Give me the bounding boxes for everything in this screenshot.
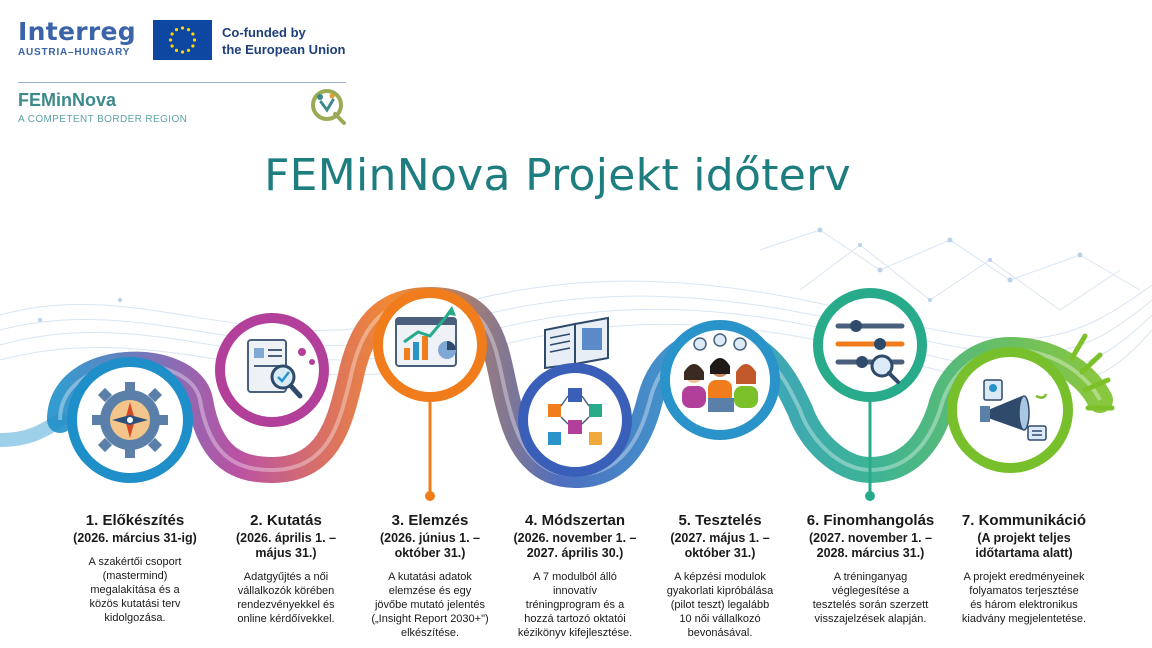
phase-desc-line: és három elektronikus <box>970 599 1078 611</box>
feminnova-q-logo-icon <box>307 86 349 131</box>
phase-desc-line: vállalkozók körében <box>237 585 335 597</box>
phase-2 <box>211 512 361 626</box>
interreg-wordmark: Interreg <box>18 17 136 46</box>
eu-line-1: Co-funded by <box>222 25 306 40</box>
phase-title: 1. Előkészítés <box>85 512 185 529</box>
phase-desc-line: A 7 modulból álló <box>533 571 617 583</box>
phase-date: (2026. november 1. – <box>513 531 637 545</box>
eu-flag-icon <box>153 20 212 60</box>
phase-date: (A projekt teljes <box>977 531 1071 545</box>
phase-description <box>60 555 210 625</box>
phase-desc-line: 10 női vállalkozó <box>679 613 761 625</box>
phase-desc-line: kidolgozása. <box>104 612 166 624</box>
phase-description <box>500 570 650 640</box>
phase-title: 4. Módszertan <box>524 512 626 529</box>
phase-desc-line: jövőbe mutató jelentés <box>374 599 486 611</box>
phase-desc-line: gyakorlati kipróbálása <box>666 585 774 597</box>
phase-title: 5. Tesztelés <box>678 512 762 529</box>
header-divider <box>18 82 346 83</box>
compass-gear-icon <box>92 382 168 458</box>
phase-desc-line: véglegesítése a <box>831 585 910 597</box>
eu-cofunded-text <box>222 24 346 58</box>
phase-desc-line: (pilot teszt) legalább <box>670 599 770 611</box>
phase-date-2: október 31.) <box>684 546 756 560</box>
phase-1 <box>60 512 210 625</box>
timeline-diagram <box>0 210 1152 510</box>
phase-desc-line: visszajelzések alapján. <box>814 613 927 625</box>
step-3-node <box>378 293 482 397</box>
step-4-node <box>523 368 627 472</box>
phase-description <box>944 570 1104 626</box>
phase-date: (2026. június 1. – <box>379 531 481 545</box>
phase-desc-line: A kutatási adatok <box>388 571 472 583</box>
phase-desc-line: A tréninganyag <box>833 571 908 583</box>
step-5-node <box>665 325 775 435</box>
step-7-node <box>952 352 1068 468</box>
phase-desc-line: („Insight Report 2030+") <box>371 613 489 625</box>
eu-line-2: the European Union <box>222 42 346 57</box>
step-4-book <box>545 318 608 368</box>
phase-desc-line: kézikönyv kifejlesztése. <box>517 627 633 639</box>
network-dots <box>38 228 1083 323</box>
phase-desc-line: A projekt eredményeinek <box>963 571 1085 583</box>
phase-7 <box>944 512 1104 626</box>
interreg-logo <box>18 18 136 58</box>
phase-date-2: május 31.) <box>255 546 317 560</box>
phase-title: 6. Finomhangolás <box>806 512 935 529</box>
phase-date: (2027. november 1. – <box>809 531 932 545</box>
phase-title: 7. Kommunikáció <box>961 512 1087 529</box>
phase-5 <box>645 512 795 640</box>
phase-desc-line: innovatív <box>552 585 598 597</box>
phase-description <box>355 570 505 640</box>
feminnova-logo <box>18 90 187 125</box>
phase-date: (2026. március 31-ig) <box>73 531 197 545</box>
phase-6 <box>793 512 948 626</box>
phase-date: (2026. április 1. – <box>235 531 337 545</box>
phase-desc-line: bevonásával. <box>687 627 753 639</box>
phase-description <box>211 570 361 626</box>
phase-desc-line: online kérdőívekkel. <box>237 613 335 625</box>
phase-date-2: 2027. április 30.) <box>526 546 624 560</box>
phase-desc-line: folyamatos terjesztése <box>969 585 1079 597</box>
phase-desc-line: elkészítése. <box>400 627 460 639</box>
phase-desc-line: (mastermind) <box>102 570 168 582</box>
phase-description <box>645 570 795 640</box>
phase-desc-line: hozzá tartozó oktatói <box>524 613 626 625</box>
phase-date-2: időtartama alatt) <box>975 546 1073 560</box>
feminnova-tagline: A COMPETENT BORDER REGION <box>18 114 188 125</box>
phase-desc-line: tesztelés során szerzett <box>812 599 929 611</box>
phase-desc-line: közös kutatási terv <box>89 598 181 610</box>
phase-desc-line: rendezvényekkel és <box>237 599 335 611</box>
phase-title: 2. Kutatás <box>250 512 322 529</box>
step-2-node <box>220 318 324 422</box>
step-1-node <box>72 362 188 478</box>
header <box>0 0 1152 140</box>
phase-3 <box>355 512 505 640</box>
open-book-icon <box>545 318 608 368</box>
phase-desc-line: elemzése és egy <box>388 585 472 597</box>
phase-description <box>793 570 948 626</box>
phase-desc-line: megalakítása és a <box>90 584 180 596</box>
phase-desc-line: A szakértői csoport <box>88 556 182 568</box>
phase-date-2: 2028. március 31.) <box>816 546 925 560</box>
interreg-subtitle: AUSTRIA–HUNGARY <box>18 47 131 58</box>
phase-desc-line: Adatgyűjtés a női <box>243 571 329 583</box>
phase-date-2: október 31.) <box>394 546 466 560</box>
phase-title: 3. Elemzés <box>391 512 469 529</box>
page-title: FEMinNova Projekt időterv <box>264 150 851 201</box>
step-6-node <box>818 293 922 397</box>
phase-desc-line: tréningprogram és a <box>525 599 625 611</box>
phase-desc-line: kiadvány megjelentetése. <box>961 613 1087 625</box>
phase-4 <box>500 512 650 640</box>
feminnova-name: FEMinNova <box>18 90 117 110</box>
phase-desc-line: A képzési modulok <box>674 571 766 583</box>
phase-date: (2027. május 1. – <box>670 531 770 545</box>
